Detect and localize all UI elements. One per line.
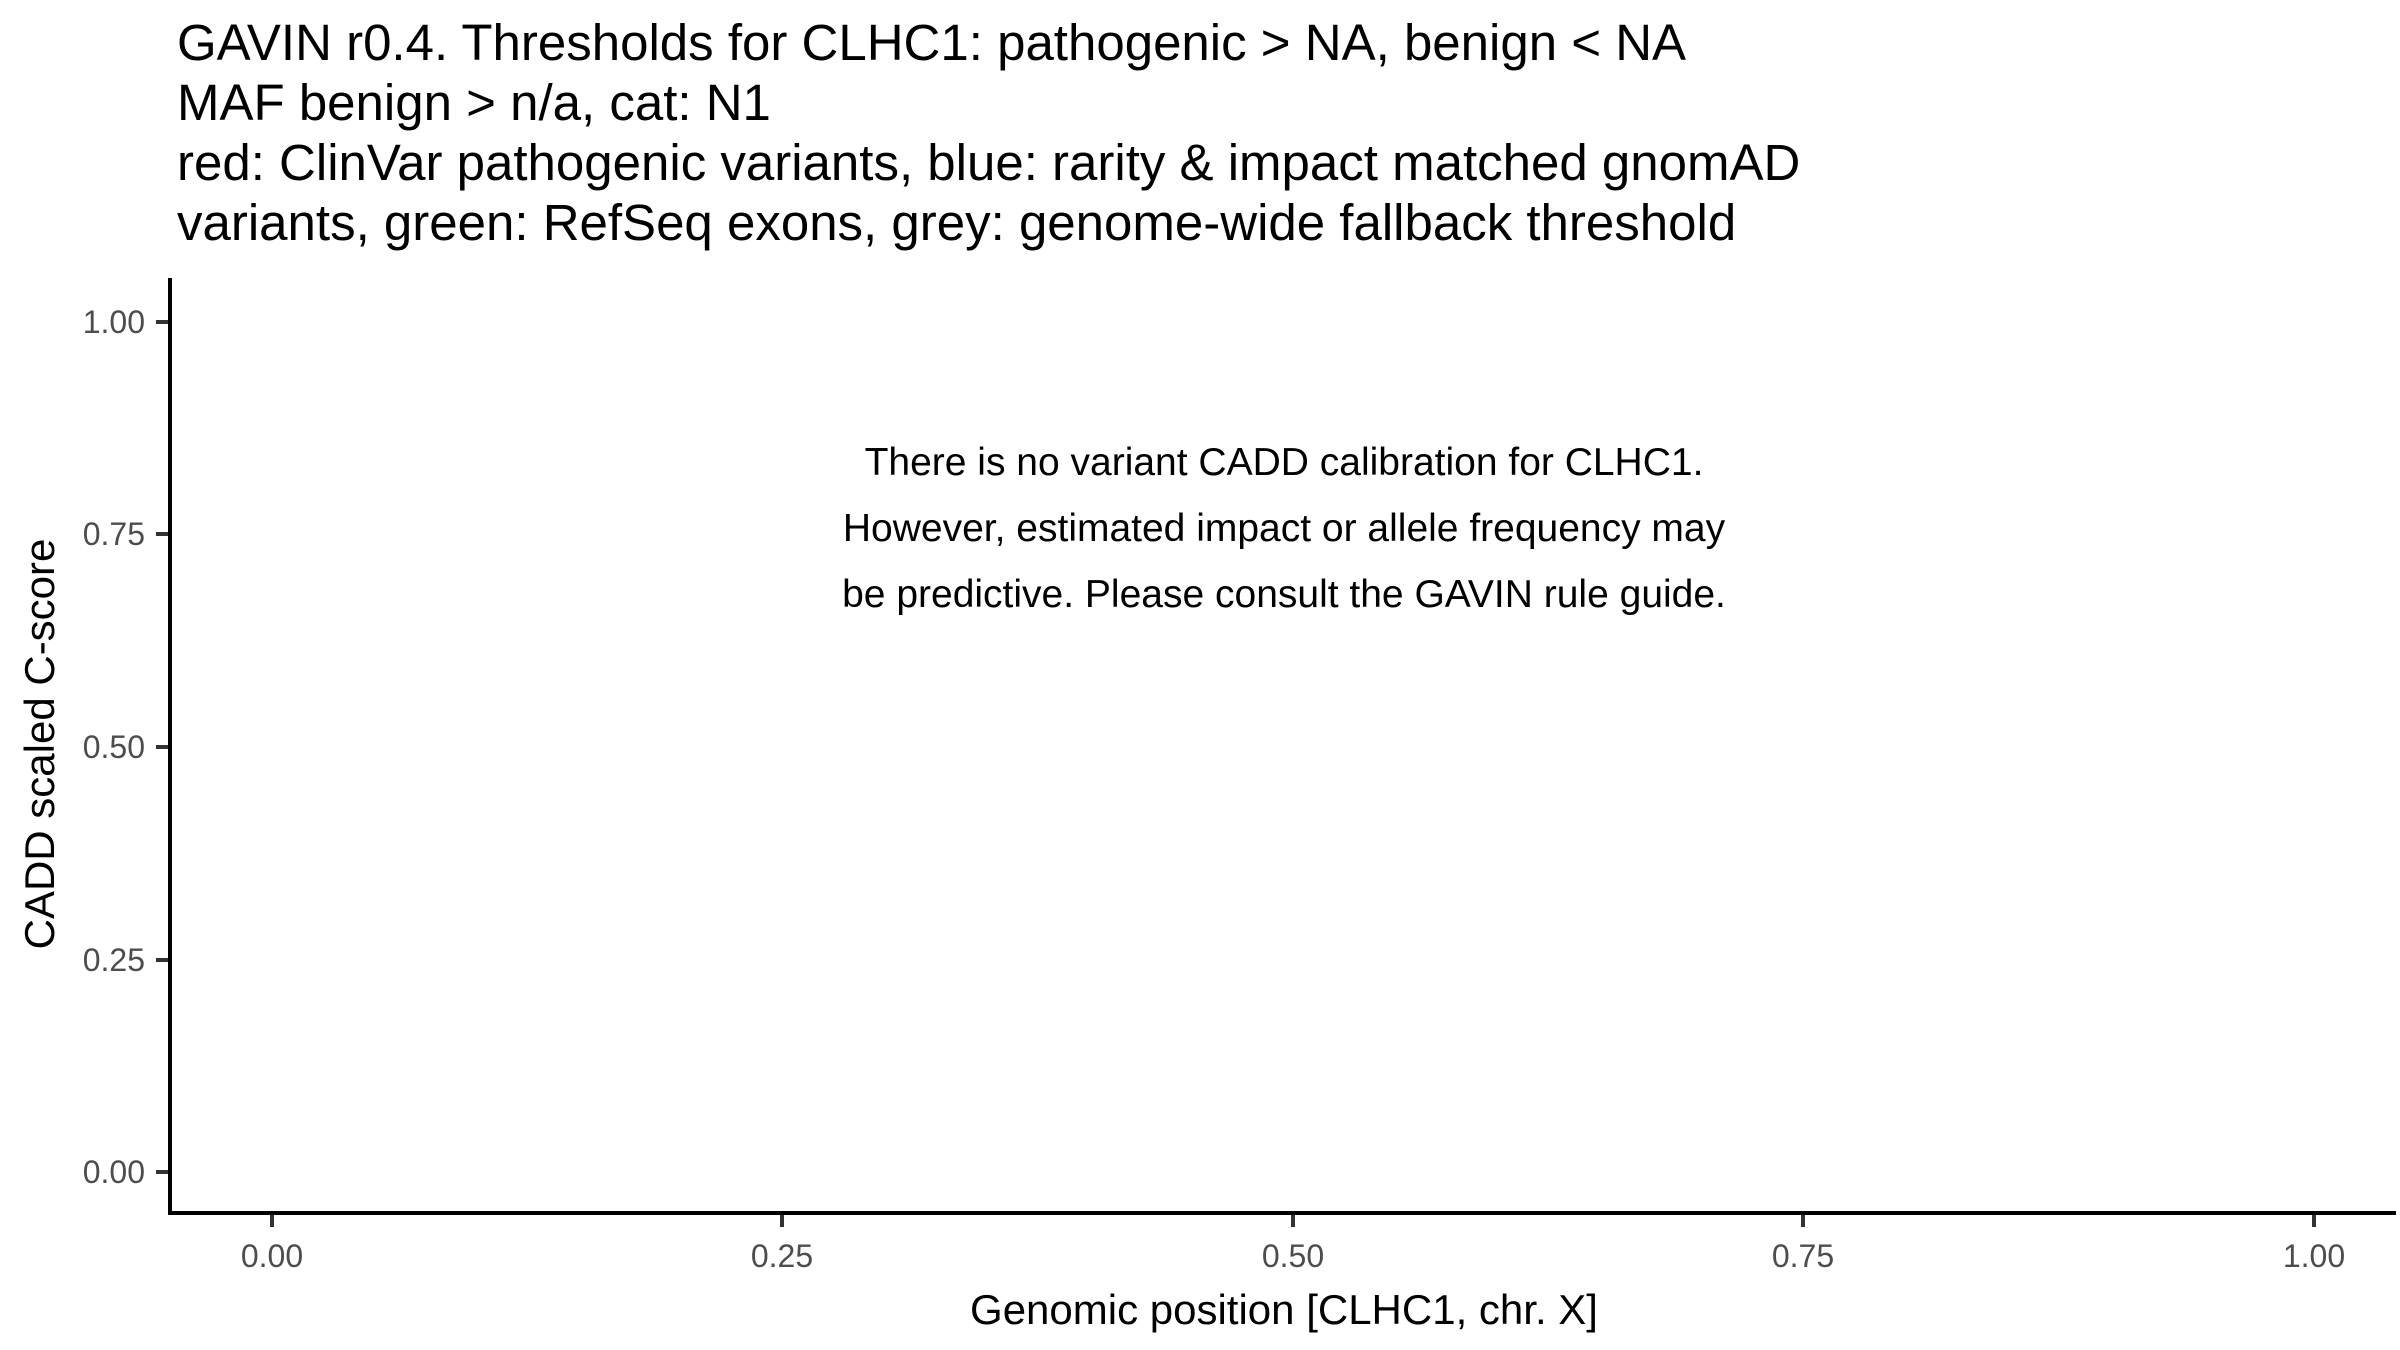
annotation-line: be predictive. Please consult the GAVIN rule guide. [842,573,1726,616]
no-calibration-annotation [842,430,1726,628]
x-tick-label: 0.75 [1771,1238,1835,1274]
plot-title [177,13,1800,253]
x-tick-mark [1291,1215,1295,1227]
x-tick-label: 1.00 [2282,1238,2346,1274]
x-tick-mark [270,1215,274,1227]
x-tick-label: 0.50 [1261,1238,1325,1274]
plot-title-line: MAF benign > n/a, cat: N1 [177,74,771,131]
plot-title-line: variants, green: RefSeq exons, grey: genome-wide fallback threshold [177,194,1737,251]
y-tick-mark [156,958,168,962]
y-tick-mark [156,745,168,749]
y-tick-label: 1.00 [82,304,145,340]
plot-panel [168,278,2396,1215]
y-tick-label: 0.25 [82,942,145,978]
y-tick-mark [156,532,168,536]
x-tick-label: 0.00 [240,1238,304,1274]
x-tick-mark [2312,1215,2316,1227]
x-tick-mark [780,1215,784,1227]
annotation-line: There is no variant CADD calibration for CLHC1. [864,441,1704,484]
x-tick-label: 0.25 [750,1238,814,1274]
y-tick-mark [156,320,168,324]
x-tick-mark [1801,1215,1805,1227]
y-tick-label: 0.00 [82,1154,145,1190]
y-tick-label: 0.50 [82,729,145,765]
y-tick-mark [156,1170,168,1174]
y-axis-title: CADD scaled C-score [16,538,63,950]
y-tick-label: 0.75 [82,516,145,552]
annotation-line: However, estimated impact or allele frequency may [842,507,1726,550]
plot-title-line: red: ClinVar pathogenic variants, blue: rarity & impact matched gnomAD [177,134,1801,191]
x-axis-title: Genomic position [CLHC1, chr. X] [970,1286,1598,1333]
plot-title-line: GAVIN r0.4. Thresholds for CLHC1: pathogenic > NA, benign < NA [177,14,1687,71]
